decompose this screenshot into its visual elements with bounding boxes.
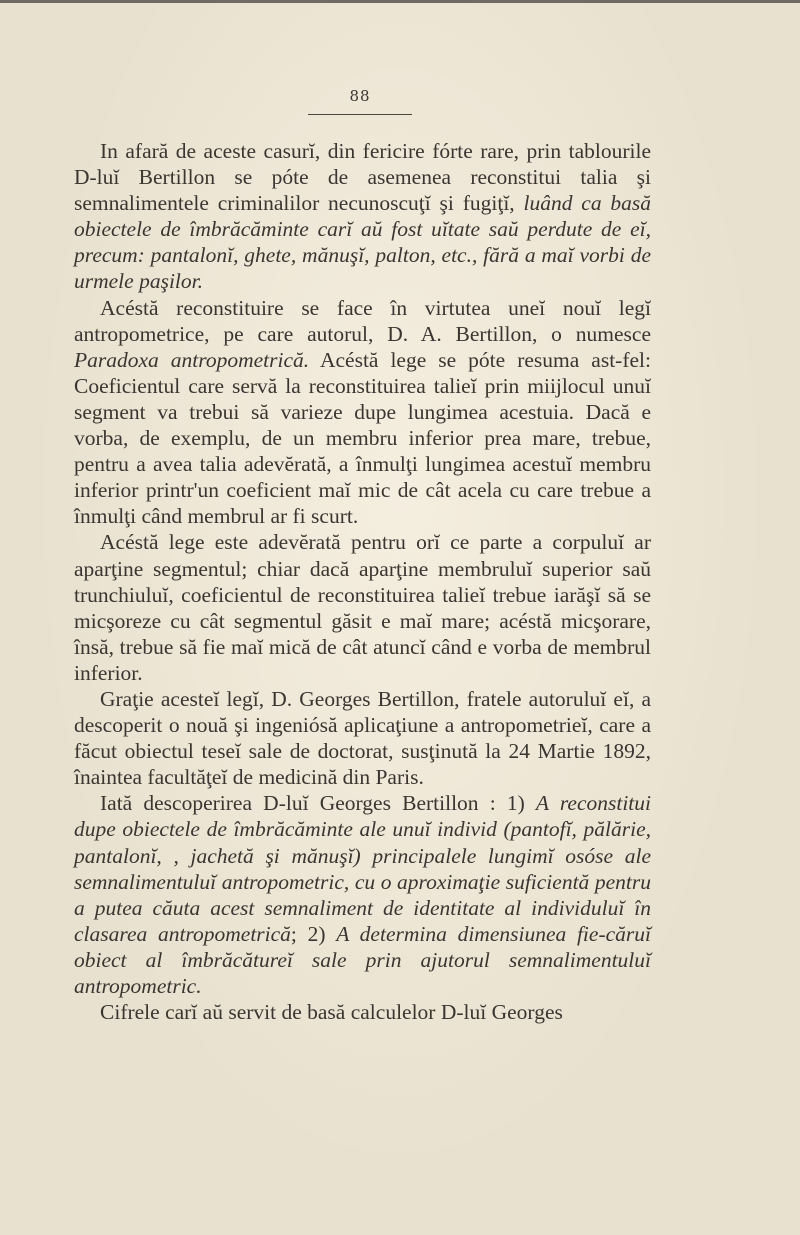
paragraph-text: In afară de aceste casurĭ, din fericire fórte rare, prin tablourile D-luĭ Bertillon se póte de asemenea reconstitui talia şi semnalimentele criminalilor necunoscuţĭ şi fugiţĭ, — [74, 139, 651, 216]
page-number-rule — [308, 114, 412, 115]
paragraph-text: Acéstă lege se póte resuma ast-fel: Coeficientul care servă la reconstituirea talieĭ prin miĳlocul unuĭ segment va trebui să varieze dupe lungimea acestuia. Dacă e vorba, de exemplu, de un membru inferior prea mare, trebue, pentru a avea talia adevĕrată, a înmulţi lungimea acestuĭ membru inferior printr'un coeficient maĭ mic de cât acela cu care trebue a înmulţi când membrul ar fi scurt. — [74, 347, 651, 529]
paragraph-text: Acéstă reconstituire se face în virtutea uneĭ nouĭ legĭ antropometrice, pe care autorul, D. A. Bertillon, o numesce — [74, 295, 651, 346]
paragraph — [74, 295, 651, 530]
italic-text: A reconstitui dupe obiectele de îmbrăcăminte ale unuĭ individ (pantofĭ, pălărie, pantalonĭ, , jachetă şi mănuşĭ) principalele lungimĭ osóse ale semnalimentuluĭ antropometric, cu o aproximaţie suficientă pentru a putea căuta acest semnaliment de identitate al individuluĭ în clasarea antropometrică — [74, 791, 651, 946]
paragraph — [74, 529, 651, 686]
italic-text: luând ca basă obiectele de îmbrăcăminte carĭ aŭ fost uĭtate saŭ perdute de eĭ, precum: pantalonĭ, ghete, mănuşĭ, palton, etc., fără a maĭ vorbi de urmele paşilor. — [74, 191, 651, 294]
page-number: 88 — [349, 87, 371, 105]
paragraph-text: Iată descoperirea D-luĭ Georges Bertillon : 1) — [100, 791, 536, 816]
body-text — [74, 138, 651, 1025]
paragraph — [74, 790, 651, 999]
paragraph-text: Acéstă lege este adevĕrată pentru orĭ ce parte a corpuluĭ ar aparţine segmentul; chiar dacă aparţine membruluĭ superior saŭ trunchiuluĭ, coeficientul de reconstituirea talieĭ trebue iarăşĭ să se micşoreze cu cât segmentul găsit e maĭ mare; acéstă micşorare, însă, trebue să fie maĭ mică de cât atuncĭ când e vorba de membrul inferior. — [74, 530, 651, 685]
paragraph-text: ; 2) — [290, 921, 337, 946]
paragraph — [74, 999, 651, 1025]
paragraph — [74, 138, 651, 295]
top-edge-shadow — [0, 0, 800, 3]
italic-text: Paradoxa antropometrică. — [74, 347, 310, 372]
paragraph-text: Cifrele carĭ aŭ servit de basă calculelor D-luĭ Georges — [100, 1000, 563, 1025]
italic-text: A determina dimensiunea fie-căruĭ obiect al îmbrăcătureĭ sale prin ajutorul semnalimentuluĭ antropometric. — [74, 921, 651, 998]
paragraph — [74, 686, 651, 790]
paragraph-text: Graţie acesteĭ legĭ, D. Georges Bertillon, fratele autoruluĭ eĭ, a descoperit o nouă şi ingeniósă aplicaţiune a antropometrieĭ, care a făcut obiectul teseĭ sale de doctorat, susţinută la 24 Martie 1892, înaintea facultăţeĭ de medicină din Paris. — [74, 686, 651, 790]
